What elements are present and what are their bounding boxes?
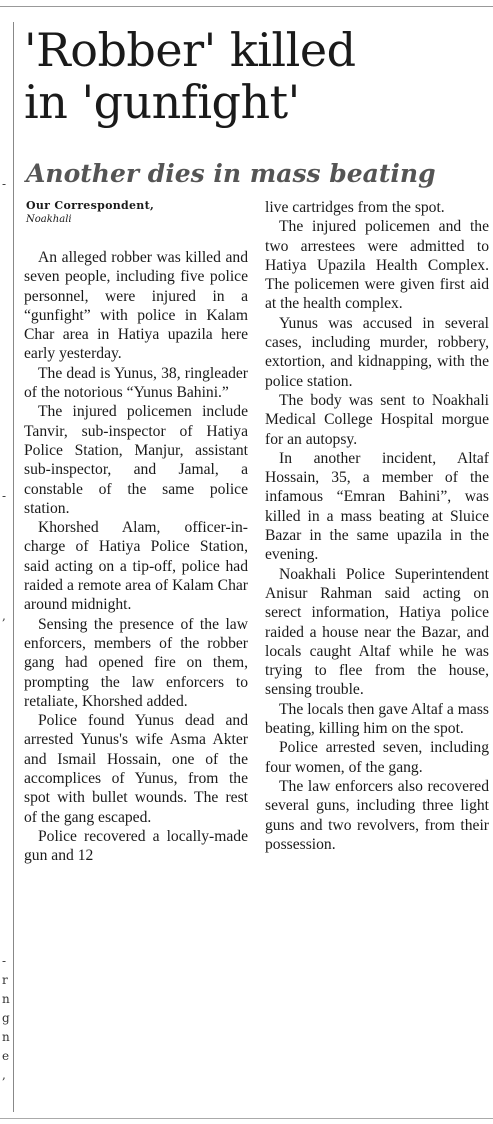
edge-fragment: -	[2, 954, 7, 968]
byline	[26, 199, 256, 227]
paragraph: The injured policemen and the two arrestees were admitted to Hatiya Upazila Health Complex. The policemen were given first aid at the health complex.	[265, 218, 489, 313]
bottom-rule	[0, 1118, 493, 1119]
paragraph: Police found Yunus dead and arrested Yunus's wife Asma Akter and Ismail Hossain, one of the accomplices of Yunus, from the spot with bullet wounds. The rest of the gang escaped.	[24, 712, 248, 826]
paragraph: The body was sent to Noakhali Medical College Hospital morgue for an autopsy.	[265, 391, 489, 448]
article-column-left	[24, 248, 248, 866]
paragraph: An alleged robber was killed and seven people, including five police personnel, were injured in a “gunfight” with police in Kalam Char area in Hatiya upazila here early yesterday.	[24, 249, 248, 363]
paragraph: Police arrested seven, including four women, of the gang.	[265, 739, 489, 776]
edge-fragment: ,	[2, 609, 6, 623]
edge-fragment: n	[2, 992, 10, 1006]
paragraph: The dead is Yunus, 38, ringleader of the notorious “Yunus Bahini.”	[24, 364, 248, 402]
edge-fragment: -	[2, 177, 7, 191]
edge-fragment: ,	[2, 1068, 6, 1082]
edge-fragment: g	[2, 1011, 10, 1025]
byline-author: Our Correspondent,	[26, 199, 155, 212]
paragraph: Police recovered a locally-made gun and 12	[24, 827, 248, 865]
edge-fragment: n	[2, 1030, 10, 1044]
headline-line-2: in 'gunfight'	[24, 75, 300, 129]
headline	[24, 24, 488, 128]
subheadline: Another dies in mass beating	[26, 159, 436, 188]
edge-fragment: e	[2, 1049, 10, 1063]
paragraph: Sensing the presence of the law enforcers, members of the robber gang had opened fire on them, prompting the law enforcers to retaliate, Khorshed added.	[24, 615, 248, 710]
paragraph: Yunus was accused in several cases, including murder, robbery, extortion, and kidnapping, with the police station.	[265, 314, 489, 390]
paragraph: In another incident, Altaf Hossain, 35, a member of the infamous “Emran Bahini”, was killed in a mass beating at Sluice Bazar in the same upazila in the evening.	[265, 449, 489, 564]
paragraph: The locals then gave Altaf a mass beating, killing him on the spot.	[265, 700, 489, 738]
headline-line-1: 'Robber' killed	[24, 23, 356, 77]
paragraph: The injured policemen include Tanvir, sub-inspector of Hatiya Police Station, Manjur, assistant sub-inspector, and Jamal, a constable of the same police station.	[24, 403, 248, 517]
paragraph: Khorshed Alam, officer-in-charge of Hatiya Police Station, said acting on a tip-off, police had raided a remote area of Kalam Char around midnight.	[24, 519, 248, 614]
byline-dateline: Noakhali	[26, 214, 72, 225]
paragraph: Noakhali Police Superintendent Anisur Rahman said acting on serect information, Hatiya police raided a house near the Bazar, and locals caught Altaf while he was trying to flee from the house, sensing trouble.	[265, 565, 489, 699]
edge-fragment: -	[2, 489, 7, 503]
article-column-right	[265, 198, 489, 854]
edge-fragment: r	[2, 973, 8, 987]
paragraph: The law enforcers also recovered several guns, including three light guns and two revolvers, from their possession.	[265, 777, 489, 853]
column-divider	[13, 22, 14, 1112]
paragraph-continuation: live cartridges from the spot.	[265, 199, 445, 216]
top-rule	[0, 0, 493, 7]
